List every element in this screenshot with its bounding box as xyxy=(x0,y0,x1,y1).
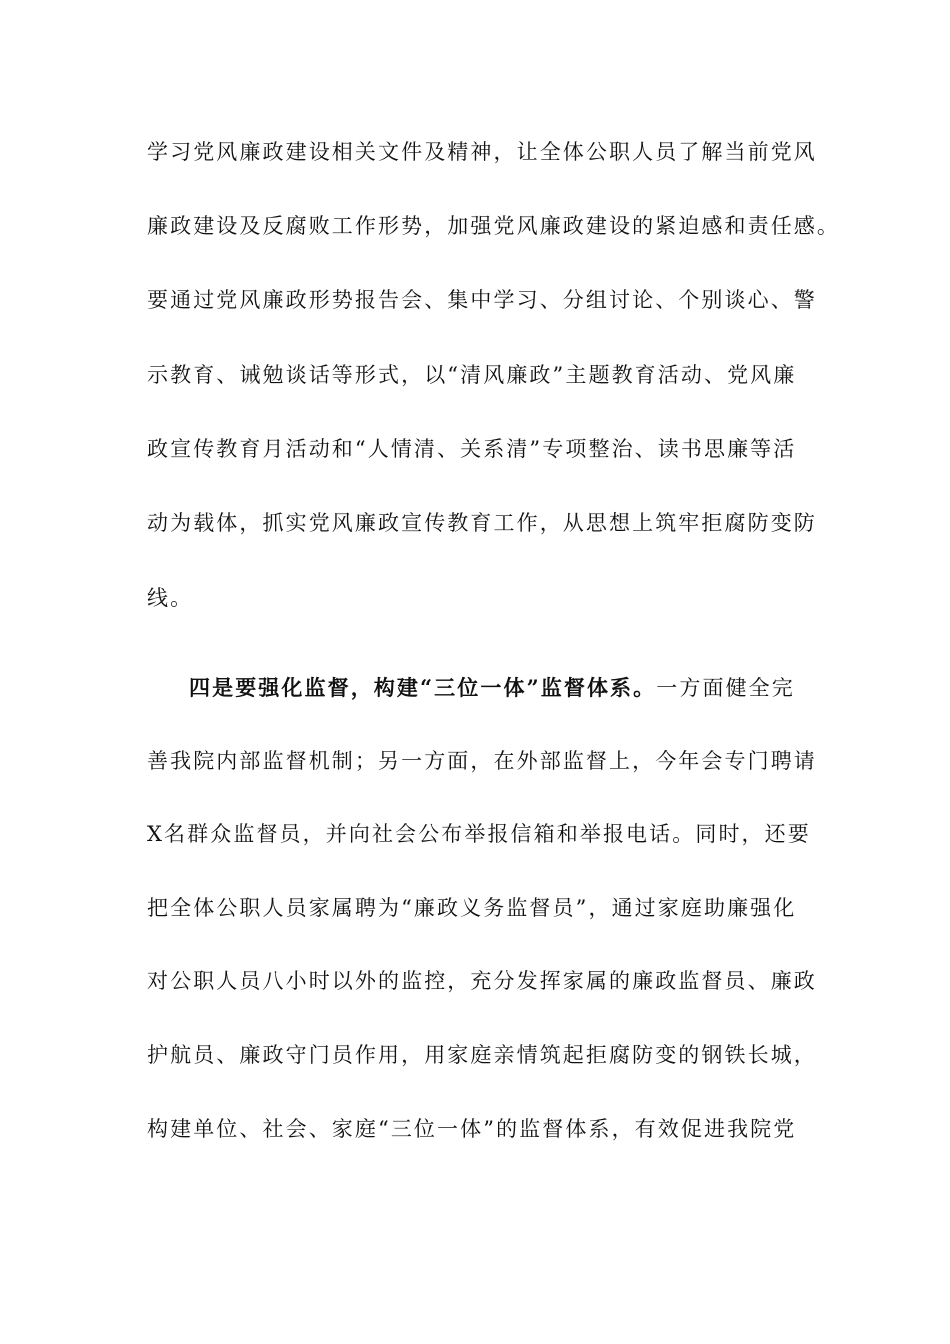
paragraph-2-first-line-rest: 一方面健全完 xyxy=(656,676,795,700)
paragraph-2-line-5: 对公职人员八小时以外的监控，充分发挥家属的廉政监督员、廉政 xyxy=(147,969,817,993)
paragraph-1-line-7: 线。 xyxy=(147,586,194,610)
paragraph-2-line-6: 护航员、廉政守门员作用，用家庭亲情筑起拒腐防变的钢铁长城， xyxy=(147,1043,817,1067)
paragraph-2-line-4: 把全体公职人员家属聘为“廉政义务监督员”，通过家庭助廉强化 xyxy=(147,896,797,920)
paragraph-2-heading: 四是要强化监督，构建“三位一体”监督体系。 xyxy=(189,675,657,700)
paragraph-2-line-7: 构建单位、社会、家庭“三位一体”的监督体系，有效促进我院党 xyxy=(147,1117,797,1141)
paragraph-2-line-3: X名群众监督员，并向社会公布举报信箱和举报电话。同时，还要 xyxy=(147,822,811,846)
paragraph-2-line-1 xyxy=(189,668,829,708)
paragraph-1-line-6: 动为载体，抓实党风廉政宣传教育工作，从思想上筑牢拒腐防变防 xyxy=(147,511,817,535)
paragraph-2-line-2: 善我院内部监督机制；另一方面，在外部监督上，今年会专门聘请 xyxy=(147,749,817,773)
paragraph-1-line-2: 廉政建设及反腐败工作形势，加强党风廉政建设的紧迫感和责任感。 xyxy=(147,214,840,238)
paragraph-1-line-5: 政宣传教育月活动和“人情清、关系清”专项整治、读书思廉等活 xyxy=(147,437,797,461)
paragraph-1-line-3: 要通过党风廉政形势报告会、集中学习、分组讨论、个别谈心、警 xyxy=(147,288,817,312)
paragraph-1-line-4: 示教育、诫勉谈话等形式，以“清风廉政”主题教育活动、党风廉 xyxy=(147,363,797,387)
paragraph-1-line-1: 学习党风廉政建设相关文件及精神，让全体公职人员了解当前党风 xyxy=(147,140,817,164)
